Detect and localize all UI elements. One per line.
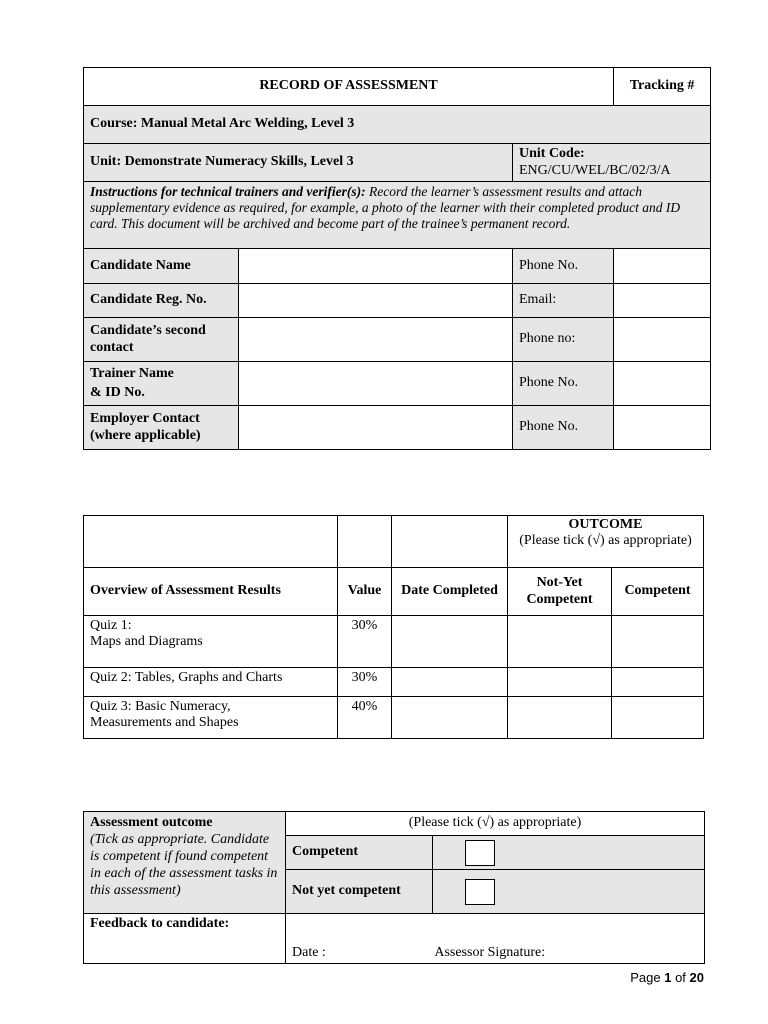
candidate-reg-field[interactable]: [239, 284, 513, 318]
trainer-name-label: Trainer Name: [90, 365, 174, 381]
trainer-id-label: & ID No.: [90, 385, 145, 400]
assessor-signature-label: Assessor Signature:: [434, 944, 546, 960]
assessment-outcome-title: Assessment outcome: [90, 815, 213, 830]
not-yet-competent-label: Not yet competent: [286, 870, 433, 914]
employer-contact-label: Employer Contact (where applicable): [84, 406, 239, 450]
empty-cell: [84, 516, 338, 568]
not-yet-competent-tick-cell[interactable]: [508, 616, 612, 668]
value-column-header: Value: [338, 568, 392, 616]
phone-label: Phone No.: [513, 406, 614, 450]
phone-field[interactable]: [614, 318, 711, 362]
competent-tick-cell[interactable]: [612, 616, 704, 668]
quiz-3-value: 40%: [338, 697, 392, 739]
empty-cell: [338, 516, 392, 568]
phone-label: Phone No.: [513, 362, 614, 406]
form-title: RECORD OF ASSESSMENT: [84, 68, 614, 106]
candidate-reg-label: Candidate Reg. No.: [84, 284, 239, 318]
trainer-field[interactable]: [239, 362, 513, 406]
phone-label: Phone No.: [513, 249, 614, 284]
not-yet-competent-tick-cell[interactable]: [508, 668, 612, 697]
phone-label: Phone no:: [513, 318, 614, 362]
assessment-outcome-label: [84, 812, 286, 914]
candidate-name-label: Candidate Name: [84, 249, 239, 284]
phone-field[interactable]: [614, 362, 711, 406]
current-page: 1: [664, 970, 672, 985]
unit-code-label: Unit Code:: [519, 146, 585, 162]
quiz-3-subtitle: Measurements and Shapes: [90, 715, 239, 731]
date-completed-cell[interactable]: [392, 697, 508, 739]
assessment-outcome-note: (Tick as appropriate. Candidate is competent if found competent in each of the assessment tasks in this assessment): [90, 832, 278, 899]
second-contact-label: Candidate’s second contact: [84, 318, 239, 362]
quiz-3-title: Quiz 3: Basic Numeracy,: [90, 699, 231, 714]
quiz-1-value: 30%: [338, 616, 392, 668]
course-label: Course: Manual Metal Arc Welding, Level 3: [84, 106, 711, 144]
record-of-assessment-table: [83, 67, 711, 450]
competent-column-header: Competent: [612, 568, 704, 616]
instructions: [84, 182, 711, 249]
total-pages: 20: [689, 970, 704, 985]
quiz-1-subtitle: Maps and Diagrams: [90, 634, 203, 650]
unit-code: [513, 144, 711, 182]
competent-checkbox[interactable]: [465, 840, 495, 866]
tracking-number-label: Tracking #: [614, 68, 711, 106]
feedback-field[interactable]: [286, 914, 705, 964]
assessment-outcome-table: [83, 811, 705, 964]
instructions-text: Record the learner’s assessment results and attach supplementary evidence as required, for example, a photo of the learner with their completed product and ID card. This document will be archived and become part of the trainee’s permanent record.: [90, 184, 681, 232]
not-yet-competent-checkbox[interactable]: [465, 879, 495, 905]
email-field[interactable]: [614, 284, 711, 318]
outcome-note: (Please tick (√) as appropriate): [519, 533, 692, 549]
outcome-title: OUTCOME: [568, 517, 643, 532]
page-word: Page: [630, 970, 661, 985]
date-column-header: Date Completed: [392, 568, 508, 616]
date-completed-cell[interactable]: [392, 616, 508, 668]
not-yet-competent-tick-cell: [433, 870, 705, 914]
candidate-name-field[interactable]: [239, 249, 513, 284]
trainer-label: [84, 362, 239, 406]
not-yet-competent-tick-cell[interactable]: [508, 697, 612, 739]
not-yet-competent-column-header: Not-Yet Competent: [508, 568, 612, 616]
assessment-results-table: [83, 515, 704, 739]
phone-field[interactable]: [614, 406, 711, 450]
second-contact-field[interactable]: [239, 318, 513, 362]
of-word: of: [675, 970, 686, 985]
employer-contact-field[interactable]: [239, 406, 513, 450]
unit-label: Unit: Demonstrate Numeracy Skills, Level 3: [84, 144, 513, 182]
competent-tick-cell[interactable]: [612, 697, 704, 739]
quiz-3-label: [84, 697, 338, 739]
quiz-1-title: Quiz 1:: [90, 618, 132, 633]
phone-field[interactable]: [614, 249, 711, 284]
competent-tick-cell: [433, 836, 705, 870]
unit-code-value: ENG/CU/WEL/BC/02/3/A: [519, 162, 671, 178]
overview-column-header: Overview of Assessment Results: [84, 568, 338, 616]
date-completed-cell[interactable]: [392, 668, 508, 697]
email-label: Email:: [513, 284, 614, 318]
feedback-label: Feedback to candidate:: [84, 914, 286, 964]
empty-cell: [392, 516, 508, 568]
quiz-1-label: [84, 616, 338, 668]
tick-instruction: (Please tick (√) as appropriate): [286, 812, 705, 836]
outcome-header: [508, 516, 704, 568]
quiz-2-value: 30%: [338, 668, 392, 697]
date-label: Date :: [292, 944, 326, 960]
competent-label: Competent: [286, 836, 433, 870]
instructions-label: Instructions for technical trainers and verifier(s):: [90, 184, 366, 199]
quiz-2-label: Quiz 2: Tables, Graphs and Charts: [84, 668, 338, 697]
page-number: [630, 970, 704, 985]
competent-tick-cell[interactable]: [612, 668, 704, 697]
